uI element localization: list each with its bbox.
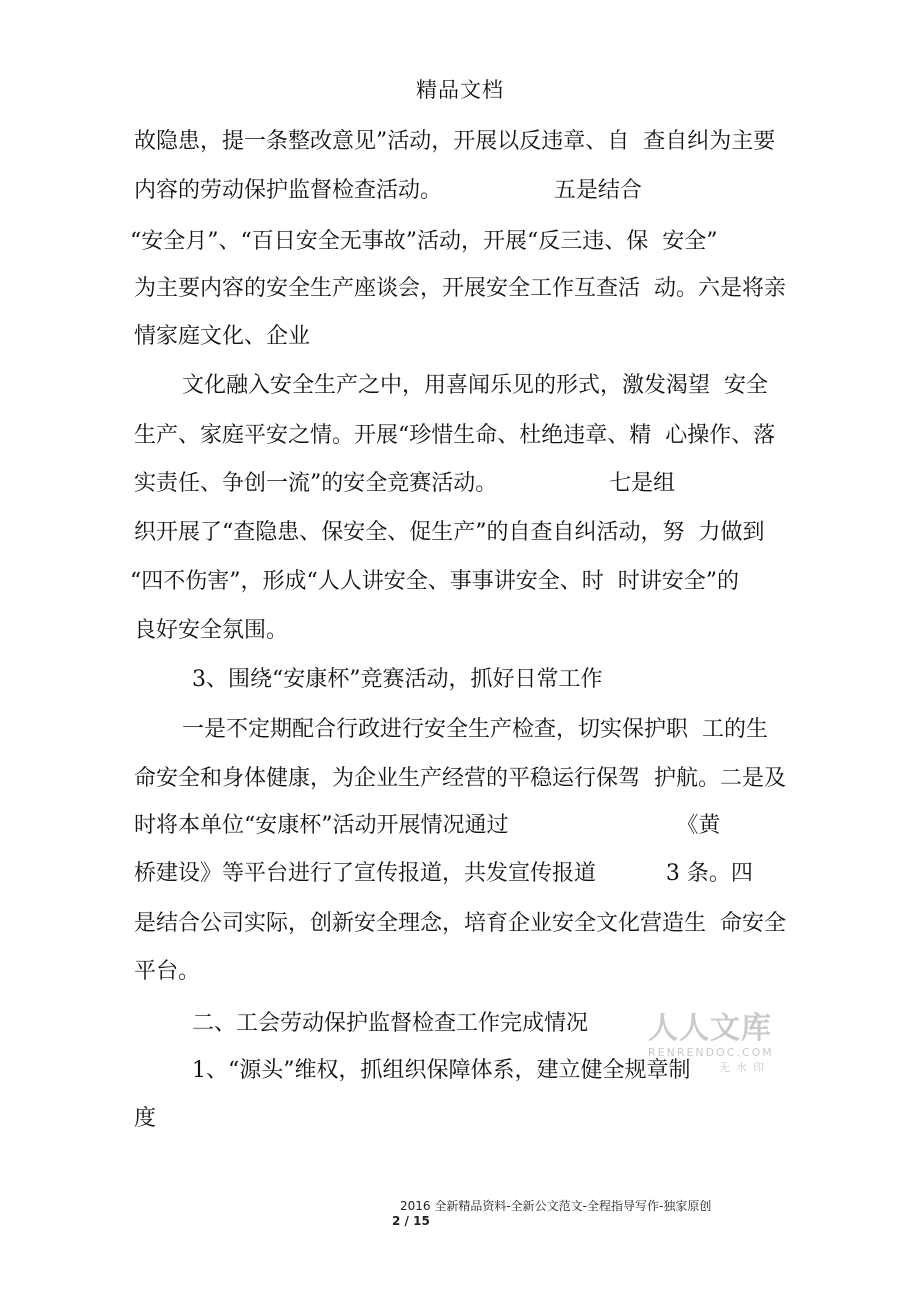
text-line: 一是不定期配合行政进行安全生产检查，切实保护职 工的生 [182, 717, 768, 742]
text-line: 是结合公司实际，创新安全理念，培育企业安全文化营造生 命安全 [134, 911, 786, 936]
text-line: 度 [134, 1106, 157, 1131]
text-line: “四不伤害”，形成“人人讲安全、事事讲安全、时 时讲安全”的 [130, 569, 739, 594]
section-heading: 3、围绕“安康杯”竞赛活动，抓好日常工作 [192, 667, 603, 692]
text-line: 良好安全氛围。 [134, 618, 289, 643]
text-line: 实责任、争创一流”的安全竞赛活动。 七是组 [134, 471, 676, 496]
text-line: 织开展了“查隐患、保安全、促生产”的自查自纠活动，努 力做到 [134, 520, 765, 545]
section-heading: 1、“源头”维权，抓组织保障体系，建立健全规章制 [192, 1058, 691, 1083]
watermark-title: 人人文库 [648, 1011, 772, 1046]
watermark [648, 1012, 778, 1076]
text-line: 内容的劳动保护监督检查活动。 五是结合 [134, 178, 642, 203]
text-line: “安全月”、“百日安全无事故”活动，开展“反三违、保 安全” [130, 229, 718, 254]
page-header: 精品文档 [416, 78, 504, 102]
text-line: 故隐患，提一条整改意见”活动，开展以反违章、自 查自纠为主要 [134, 129, 776, 154]
text-line: 生产、家庭平安之情。开展“珍惜生命、杜绝违章、精 心操作、落 [134, 423, 776, 448]
text-line: 命安全和身体健康，为企业生产经营的平稳运行保驾 护航。二是及 [134, 766, 786, 791]
page-number: 2 / 15 [392, 1214, 430, 1228]
text-line: 平台。 [134, 959, 201, 984]
text-line: 情家庭文化、企业 [134, 324, 311, 349]
section-heading: 二、工会劳动保护监督检查工作完成情况 [192, 1011, 589, 1036]
text-line: 时将本单位“安康杯”活动开展情况通过 《黄 [134, 813, 721, 838]
text-line: 桥建设》等平台进行了宣传报道，共发宣传报道 3 条。四 [134, 861, 753, 886]
footer-text: 2016 全新精品资料-全新公文范文-全程指导写作-独家原创 [400, 1199, 712, 1213]
watermark-domain: RENRENDOC.COM [648, 1046, 774, 1059]
text-line: 文化融入安全生产之中，用喜闻乐见的形式，激发渴望 安全 [182, 373, 768, 398]
watermark-subtitle: 无水印 [719, 1061, 770, 1074]
text-line: 为主要内容的安全生产座谈会，开展安全工作互查活 动。六是将亲 [134, 276, 786, 301]
